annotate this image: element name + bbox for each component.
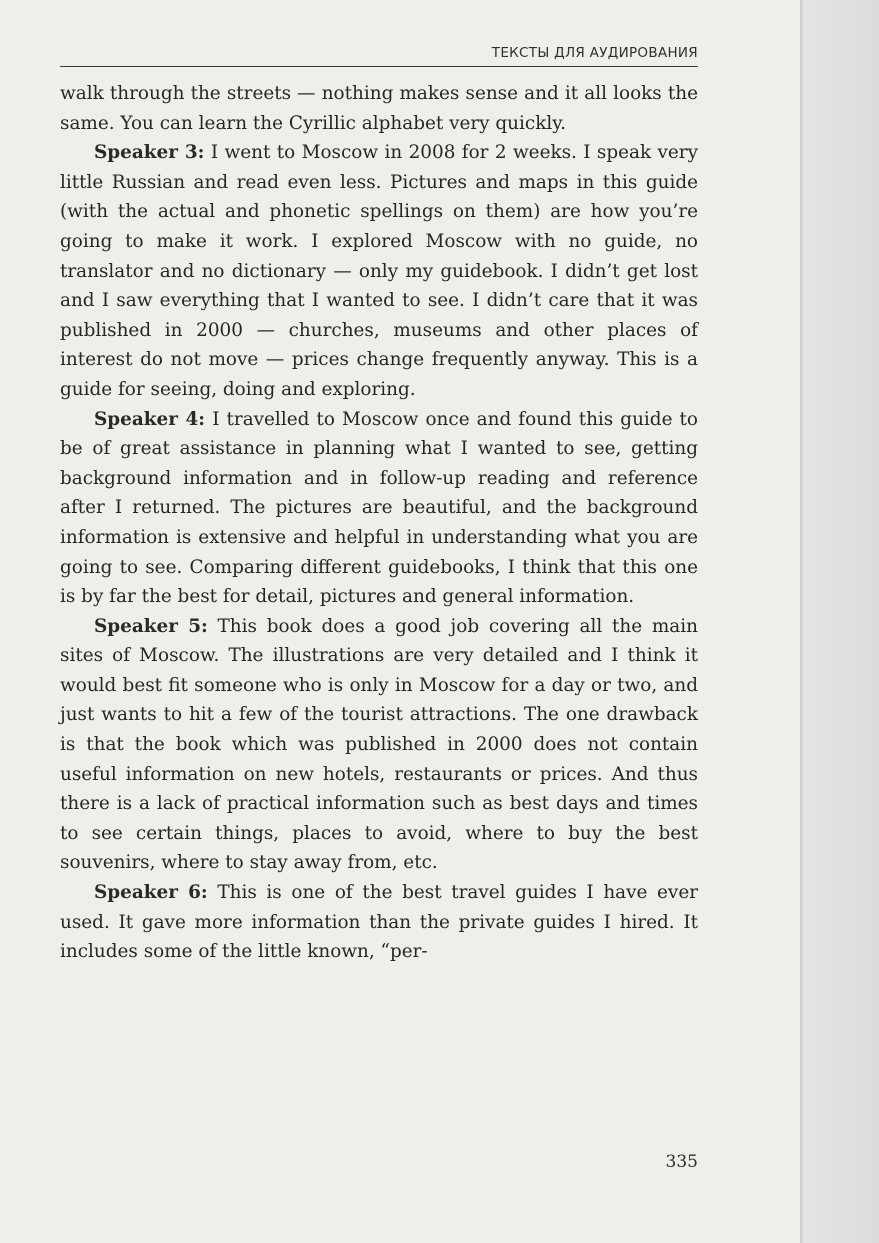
speaker-label: Speaker 6:	[94, 882, 208, 904]
paragraph-speaker-6	[60, 878, 698, 967]
body-text	[60, 79, 698, 967]
page-number: 335	[665, 1152, 698, 1172]
paragraph-text: I went to Moscow in 2008 for 2 weeks. I speak very little Russian and read even less. Pictures and maps in this guide (with the actual and phonetic spellings on them) are how you’re going to make it work. I explored Moscow with no guide, no translator and no dictionary — only my guidebook. I didn’t get lost and I saw everything that I wanted to see. I didn’t care that it was published in 2000 — churches, museums and other places of interest do not move — prices change frequently anyway. This is a guide for seeing, doing and exploring.	[60, 142, 698, 400]
paragraph-text: I travelled to Moscow once and found this guide to be of great assistance in planning what I wanted to see, getting background information and in follow-up reading and reference after I returned. The pictures are beautiful, and the background information is extensive and helpful in understanding what you are going to see. Comparing different guidebooks, I think that this one is by far the best for detail, pictures and general information.	[60, 408, 698, 608]
running-head: ТЕКСТЫ ДЛЯ АУДИРОВАНИЯ	[60, 44, 698, 67]
paragraph-continuation	[60, 79, 698, 138]
paragraph-text: This book does a good job covering all the main sites of Moscow. The illustrations are very detailed and I think it would best fit someone who is only in Moscow for a day or two, and just wants to hit a few of the tourist attractions. The one drawback is that the book which was published in 2000 does not contain useful information on new hotels, restaurants or prices. And thus there is a lack of practical information such as best days and times to see certain things, places to avoid, where to buy the best souvenirs, where to stay away from, etc.	[60, 615, 698, 874]
paragraph-speaker-5	[60, 612, 698, 878]
paragraph-text: This is one of the best travel guides I have ever used. It gave more information than the private guides I hired. It includes some of the little known, “per-	[60, 882, 698, 963]
speaker-label: Speaker 3:	[94, 142, 205, 164]
page-edge	[800, 0, 879, 1243]
paragraph-speaker-4	[60, 405, 698, 612]
speaker-label: Speaker 5:	[94, 615, 208, 637]
speaker-label: Speaker 4:	[94, 408, 206, 430]
paragraph-text: walk through the streets — nothing makes sense and it all looks the same. You can learn the Cyrillic alphabet very quickly.	[60, 83, 698, 134]
paragraph-speaker-3	[60, 138, 698, 404]
